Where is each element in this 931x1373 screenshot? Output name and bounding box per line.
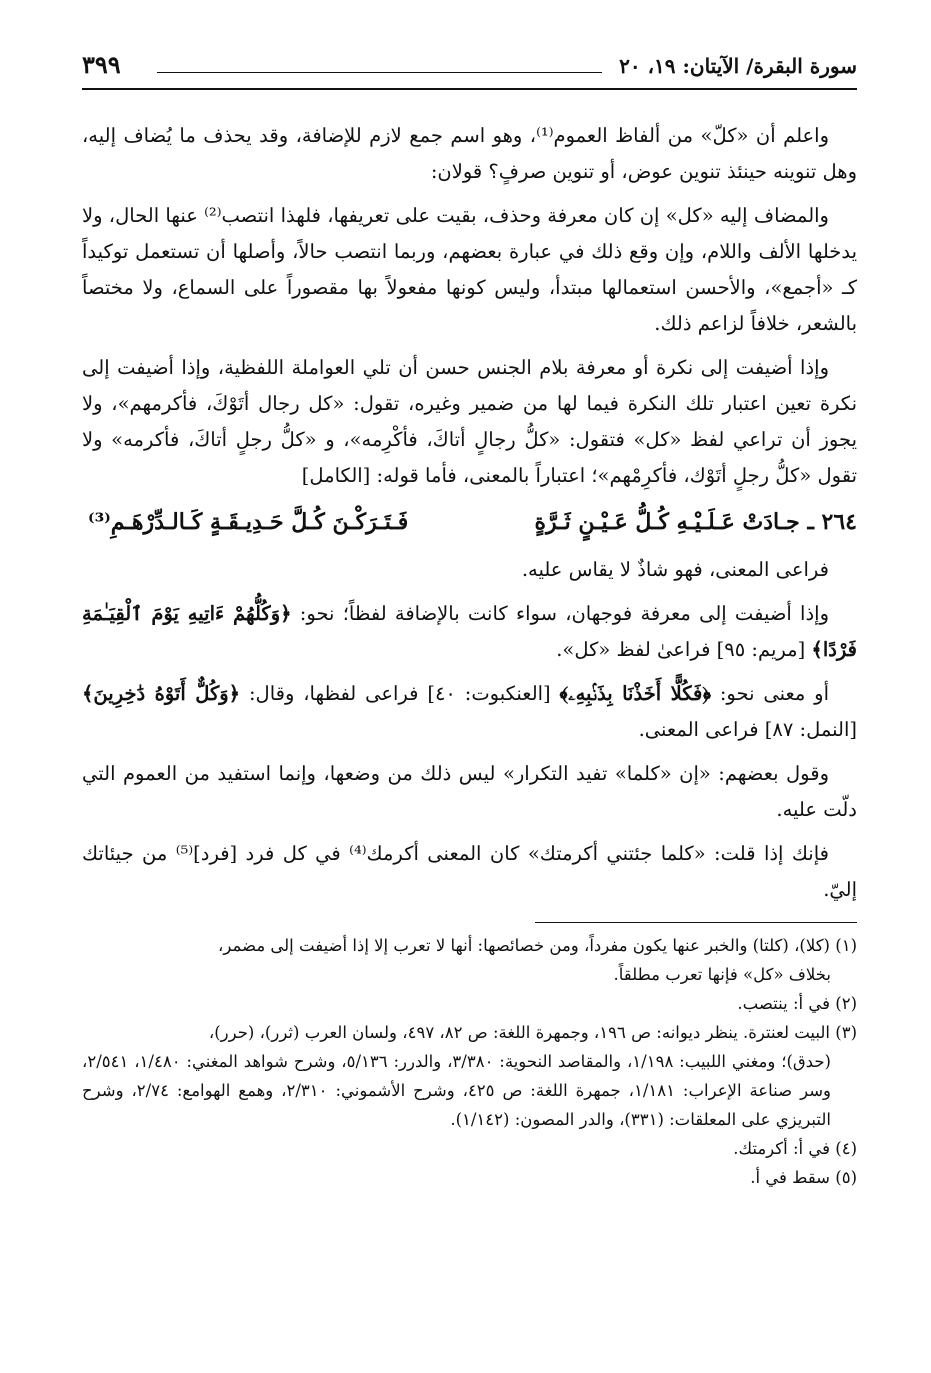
footnote-5: (٥) سقط في أ. — [750, 1168, 857, 1187]
book-page — [82, 48, 857, 1192]
page-header — [82, 48, 857, 90]
footnote-4: (٤) في أ: أكرمتك. — [733, 1139, 857, 1158]
paragraph-6 — [82, 676, 857, 748]
quran-quote-ankabut: ﴿فَكُلًّا أَخَذْنَا بِذَنۢبِهِۦ﴾ — [559, 682, 711, 705]
paragraph-8: فإنك إذا قلت: «كلما جئتني أكرمتك» كان المعنى أكرمك⁽⁴⁾ في كل فرد [فرد]⁽⁵⁾ من جيئاتك إليّ. — [82, 842, 857, 901]
quran-quote-naml: ﴿وَكُلٌّ أَتَوْهُ دَٰخِرِينَ﴾ — [82, 682, 241, 705]
paragraph-5-start: وإذا أضيفت إلى معرفة فوجهان، سواء كانت بالإضافة لفظاً؛ نحو: — [291, 602, 829, 625]
verse-number: ٢٦٤ ـ — [807, 509, 857, 535]
paragraph-6-start: أو معنى نحو: — [710, 682, 830, 705]
footnote-1-continued: بخلاف «كل» فإنها تعرب مطلقاً. — [613, 965, 831, 984]
footnote-3-continued: (حدق)؛ ومغني اللبيب: ١/١٩٨، والمقاصد النحوية: ٣/٣٨٠، والدرر: ٥/١٣٦، وشرح شواهد المغني: ١/٤٨٠، ٢/٥٤١، وسر صناعة الإعراب: ١/١٨١، جمهرة اللغة: ص ٤٢٥، وشرح الأشموني: ٢/٣١٠، وهمع الهوامع: ٢/٧٤، وشرح التبريزي على المعلقات: (٣٣١)، والدر المصون: (١/١٤٢). — [82, 1052, 831, 1129]
quran-quote-maryam: ﴿وَكُلُّهُمْ ءَاتِيهِ يَوْمَ ٱلْقِيَـٰمَةِ فَرْدًا﴾ — [82, 602, 857, 661]
footnote-2: (٢) في أ: ينتصب. — [737, 994, 857, 1013]
paragraph-3: وإذا أضيفت إلى نكرة أو معرفة بلام الجنس حسن أن تلي العواملة اللفظية، وإذا أضيفت إلى نكرة تعين اعتبار تلك النكرة فيما لها من ضمير وغيره، تقول: «كل رجال أتَوْكَ، فأكرمهم»، ولا يجوز أن تراعي لفظ «كل» فتقول: «كلُّ رجالٍ أتاكَ، فأكْرِمه»، و «كلُّ رجلٍ أتاكَ، فأكرمه» ولا تقول «كلُّ رجلٍ أتَوْك، فأكرِمْهم»؛ اعتباراً بالمعنى، فأما قوله: [الكامل] — [82, 356, 857, 487]
running-title: سورة البقرة/ الآيتان: ١٩، ٢٠ — [619, 54, 857, 78]
header-rule — [157, 72, 602, 73]
page-number: ٣٩٩ — [82, 50, 121, 79]
paragraph-1: واعلم أن «كلّ» من ألفاظ العموم⁽¹⁾، وهو اسم جمع لازم للإضافة، وقد يحذف ما يُضاف إليه، وهل تنوينه حينئذ تنوين عوض، أو تنوين صرفٍ؟ قولان: — [82, 124, 857, 183]
paragraph-5-end: [مريم: ٩٥] فراعىٰ لفظ «كل». — [556, 638, 812, 661]
verse-right-text: جـادَتْ عَـلَـيْـهِ كُـلُّ عَـيْـنٍ ثَـرَّةٍ — [534, 509, 800, 535]
paragraph-6-middle: [العنكبوت: ٤٠] فراعى لفظها، وقال: — [240, 682, 560, 705]
main-text — [82, 118, 857, 908]
verse-second-hemistich: فَـتَـرَكْـنَ كُـلَّ حَـدِيـقَـةٍ كَـالـدِّرْهَـمِ⁽³⁾ — [88, 509, 409, 535]
footnote-1: (١) (كلا)، (كلتا) والخبر عنها يكون مفرداً، ومن خصائصها: أنها لا تعرب إلا إذا أضيفت إلى مضمر، — [218, 936, 857, 955]
paragraph-6-end: [النمل: ٨٧] فراعى المعنى. — [638, 718, 857, 741]
footnotes — [82, 931, 857, 1192]
footnote-separator — [535, 922, 857, 923]
verse-first-hemistich — [534, 502, 857, 542]
paragraph-4: فراعى المعنى، فهو شاذٌ لا يقاس عليه. — [521, 558, 829, 581]
paragraph-5 — [82, 596, 857, 668]
poetry-verse — [82, 502, 857, 542]
paragraph-2: والمضاف إليه «كل» إن كان معرفة وحذف، بقيت على تعريفها، فلهذا انتصب⁽²⁾ عنها الحال، ولا يدخلها الألف واللام، وإن وقع ذلك في عبارة بعضهم، وربما انتصب حالاً، وأصلها أن تستعمل توكيداً كـ «أجمع»، والأحسن استعمالها مبتدأ، وليس كونها مفعولاً بها مقصوراً على السماع، ولا مختصاً بالشعر، خلافاً لزاعم ذلك. — [82, 204, 857, 335]
paragraph-7: وقول بعضهم: «إن «كلما» تفيد التكرار» ليس ذلك من وضعها، وإنما استفيد من العموم التي دلّت عليه. — [82, 762, 857, 821]
footnote-3: (٣) البيت لعنترة. ينظر ديوانه: ص ١٩٦، وجمهرة اللغة: ص ٨٢، ٤٩٧، ولسان العرب (ثرر)، (حرر)، — [208, 1023, 857, 1042]
